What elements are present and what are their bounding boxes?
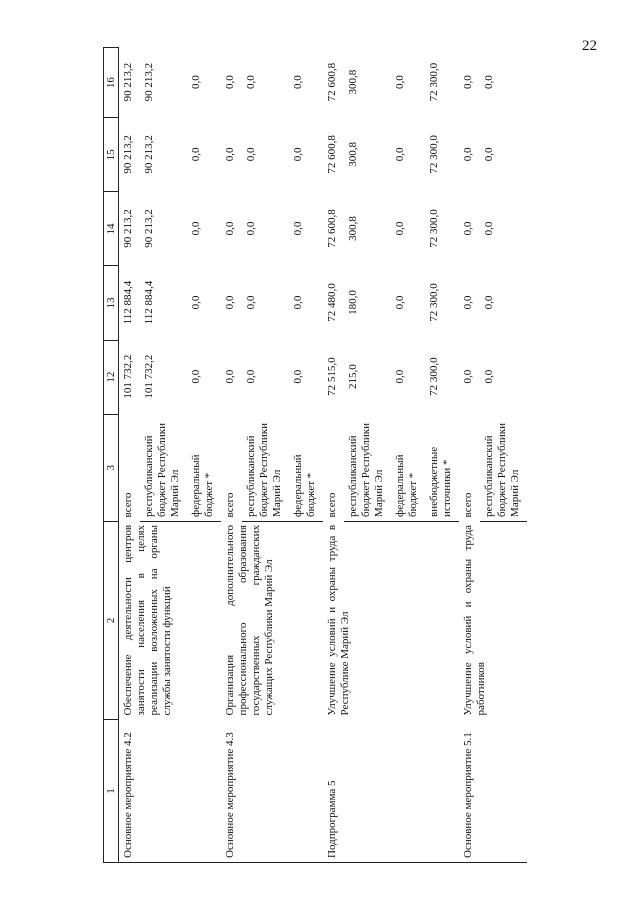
value-cell: 0,0 — [245, 75, 257, 90]
header-row — [104, 48, 119, 863]
value-cell: 101 732,2 — [122, 354, 134, 399]
header-cell: 13 — [104, 266, 119, 340]
value-cell: 300,8 — [347, 142, 359, 167]
value-cell: 0,0 — [462, 147, 474, 162]
value-cell: 90 213,2 — [143, 135, 155, 174]
group-description: Обеспечение деятельности центров занятости населения в целях реализации возложенных на органы службы занятости функций — [122, 524, 173, 716]
group-description: Улучшение условий и охраны труда работников — [462, 524, 487, 716]
value-cell: 0,0 — [245, 369, 257, 384]
header-cell: 2 — [104, 521, 119, 719]
value-cell: 90 213,2 — [143, 209, 155, 248]
funding-source: всего — [122, 492, 134, 518]
value-cell: 90 213,2 — [122, 135, 134, 174]
value-cell: 215,0 — [347, 364, 359, 389]
value-cell: 0,0 — [245, 221, 257, 236]
value-cell: 0,0 — [394, 221, 406, 236]
value-cell: 72 300,0 — [428, 135, 440, 174]
group-description: Организация дополнительного профессионального образования государственных гражданских служащих Республики Марий Эл — [224, 524, 275, 716]
funding-source: республиканский бюджет Республики Марий Эл — [480, 414, 527, 521]
value-cell: 0,0 — [292, 147, 304, 162]
value-cell: 72 600,8 — [326, 135, 338, 174]
header-cell: 14 — [104, 192, 119, 266]
value-cell: 0,0 — [292, 369, 304, 384]
group-name: Основное мероприятие 4.2 — [119, 719, 222, 862]
value-cell: 0,0 — [224, 369, 236, 384]
value-cell: 0,0 — [462, 75, 474, 90]
value-cell: 0,0 — [483, 221, 495, 236]
funding-source: федеральный бюджет * — [391, 414, 425, 521]
header-cell: 3 — [104, 414, 119, 521]
funding-source: всего — [224, 492, 236, 518]
value-cell: 0,0 — [292, 295, 304, 310]
value-cell: 72 300,0 — [428, 283, 440, 322]
value-cell: 72 480,0 — [326, 283, 338, 322]
value-cell: 0,0 — [190, 295, 202, 310]
value-cell: 0,0 — [483, 147, 495, 162]
value-cell: 0,0 — [483, 369, 495, 384]
value-cell: 0,0 — [483, 295, 495, 310]
value-cell: 72 300,0 — [428, 357, 440, 396]
funding-source: федеральный бюджет * — [289, 414, 323, 521]
value-cell: 0,0 — [292, 75, 304, 90]
funding-source: федеральный бюджет * — [187, 414, 221, 521]
value-cell: 0,0 — [190, 147, 202, 162]
group-description: Улучшение условий и охраны труда в Республике Марий Эл — [326, 524, 351, 716]
value-cell: 0,0 — [190, 75, 202, 90]
value-cell: 0,0 — [462, 295, 474, 310]
funding-source: всего — [326, 492, 338, 518]
value-cell: 90 213,2 — [122, 209, 134, 248]
value-cell: 112 884,4 — [122, 280, 134, 325]
funding-source: республиканский бюджет Республики Марий Эл — [242, 414, 289, 521]
value-cell: 0,0 — [190, 221, 202, 236]
value-cell: 0,0 — [394, 295, 406, 310]
value-cell: 300,8 — [347, 216, 359, 241]
rotated-table-container — [103, 47, 573, 863]
group-name: Основное мероприятие 4.3 — [221, 719, 323, 862]
group-name: Основное мероприятие 5.1 — [459, 719, 527, 862]
value-cell: 72 300,0 — [428, 62, 440, 102]
header-cell: 15 — [104, 118, 119, 192]
value-cell: 0,0 — [394, 75, 406, 90]
value-cell: 0,0 — [224, 75, 236, 90]
value-cell: 72 300,0 — [428, 209, 440, 248]
funding-source: всего — [462, 492, 474, 518]
budget-table — [103, 47, 527, 863]
value-cell: 0,0 — [462, 221, 474, 236]
header-cell: 12 — [104, 340, 119, 414]
table-row — [459, 48, 480, 863]
value-cell: 300,8 — [347, 69, 359, 95]
funding-source: республиканский бюджет Республики Марий Эл — [344, 414, 391, 521]
table-row — [323, 48, 344, 863]
value-cell: 112 884,4 — [143, 280, 155, 325]
value-cell: 101 732,2 — [143, 354, 155, 399]
value-cell: 0,0 — [224, 295, 236, 310]
page-number: 22 — [582, 38, 597, 54]
value-cell: 0,0 — [462, 369, 474, 384]
table-row — [119, 48, 141, 863]
value-cell: 90 213,2 — [143, 62, 155, 102]
funding-source: республиканский бюджет Республики Марий Эл — [140, 414, 187, 521]
value-cell: 0,0 — [224, 221, 236, 236]
value-cell: 0,0 — [224, 147, 236, 162]
value-cell: 90 213,2 — [122, 62, 134, 102]
value-cell: 0,0 — [245, 295, 257, 310]
value-cell: 0,0 — [394, 147, 406, 162]
value-cell: 0,0 — [394, 369, 406, 384]
value-cell: 72 600,8 — [326, 62, 338, 102]
table-row — [221, 48, 242, 863]
value-cell: 180,0 — [347, 290, 359, 315]
header-cell: 16 — [104, 48, 119, 118]
value-cell: 72 515,0 — [326, 357, 338, 396]
value-cell: 0,0 — [292, 221, 304, 236]
value-cell: 72 600,8 — [326, 209, 338, 248]
funding-source: внебюджетные источники * — [425, 414, 459, 521]
value-cell: 0,0 — [483, 75, 495, 90]
header-cell: 1 — [104, 719, 119, 862]
value-cell: 0,0 — [245, 147, 257, 162]
value-cell: 0,0 — [190, 369, 202, 384]
group-name: Подпрограмма 5 — [323, 719, 459, 862]
